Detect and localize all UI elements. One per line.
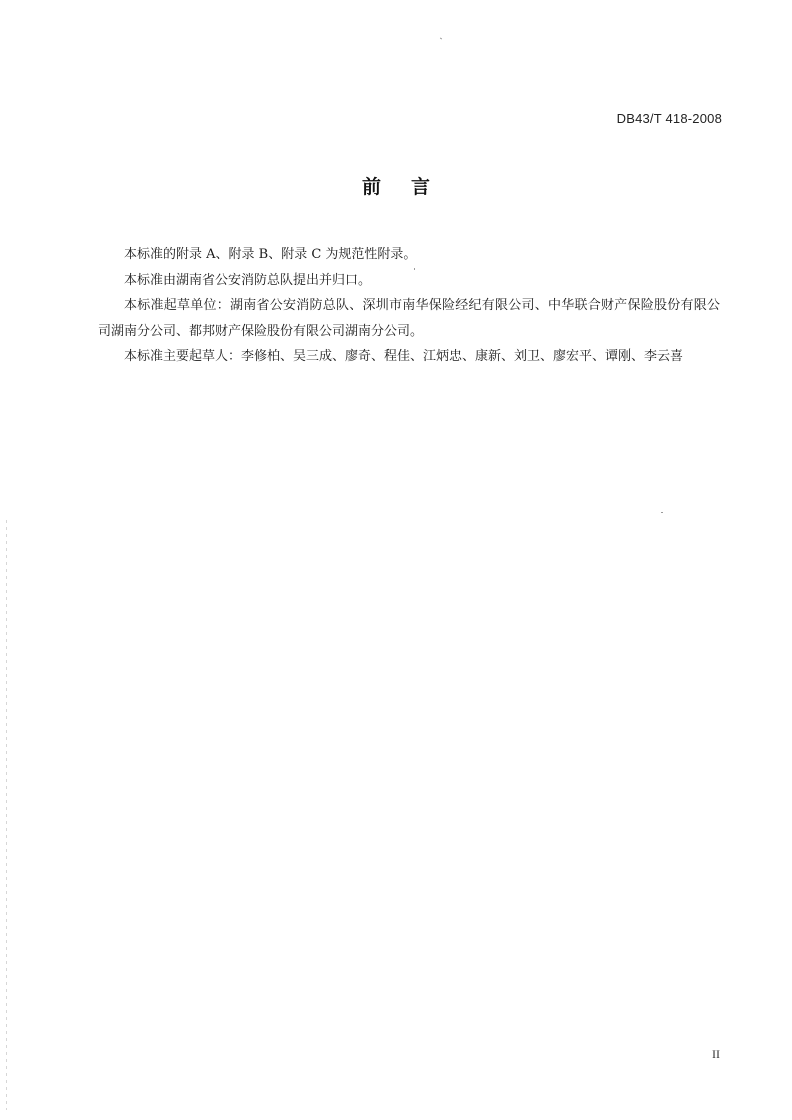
scan-speck: [440, 38, 442, 40]
paragraph-drafters: 本标准主要起草人：李修柏、吴三成、廖奇、程佳、江炳忠、康新、刘卫、廖宏平、谭刚、李云喜: [124, 349, 684, 364]
paragraph-appendix: 本标准的附录 A、附录 B、附录 C 为规范性附录。: [124, 247, 417, 262]
scan-speck: [661, 512, 663, 513]
scan-edge-artifact: [6, 520, 7, 1110]
page-title: 前言: [361, 176, 460, 198]
document-code: DB43/T 418-2008: [616, 111, 722, 126]
paragraph-drafting-units: 本标准起草单位：湖南省公安消防总队、深圳市南华保险经纪有限公司、中华联合财产保险股份有限公司湖南分公司、都邦财产保险股份有限公司湖南分公司。: [98, 298, 720, 339]
page-number: II: [712, 1047, 720, 1061]
foreword-body: [98, 242, 720, 370]
paragraph-proposer: 本标准由湖南省公安消防总队提出并归口。: [124, 272, 372, 288]
